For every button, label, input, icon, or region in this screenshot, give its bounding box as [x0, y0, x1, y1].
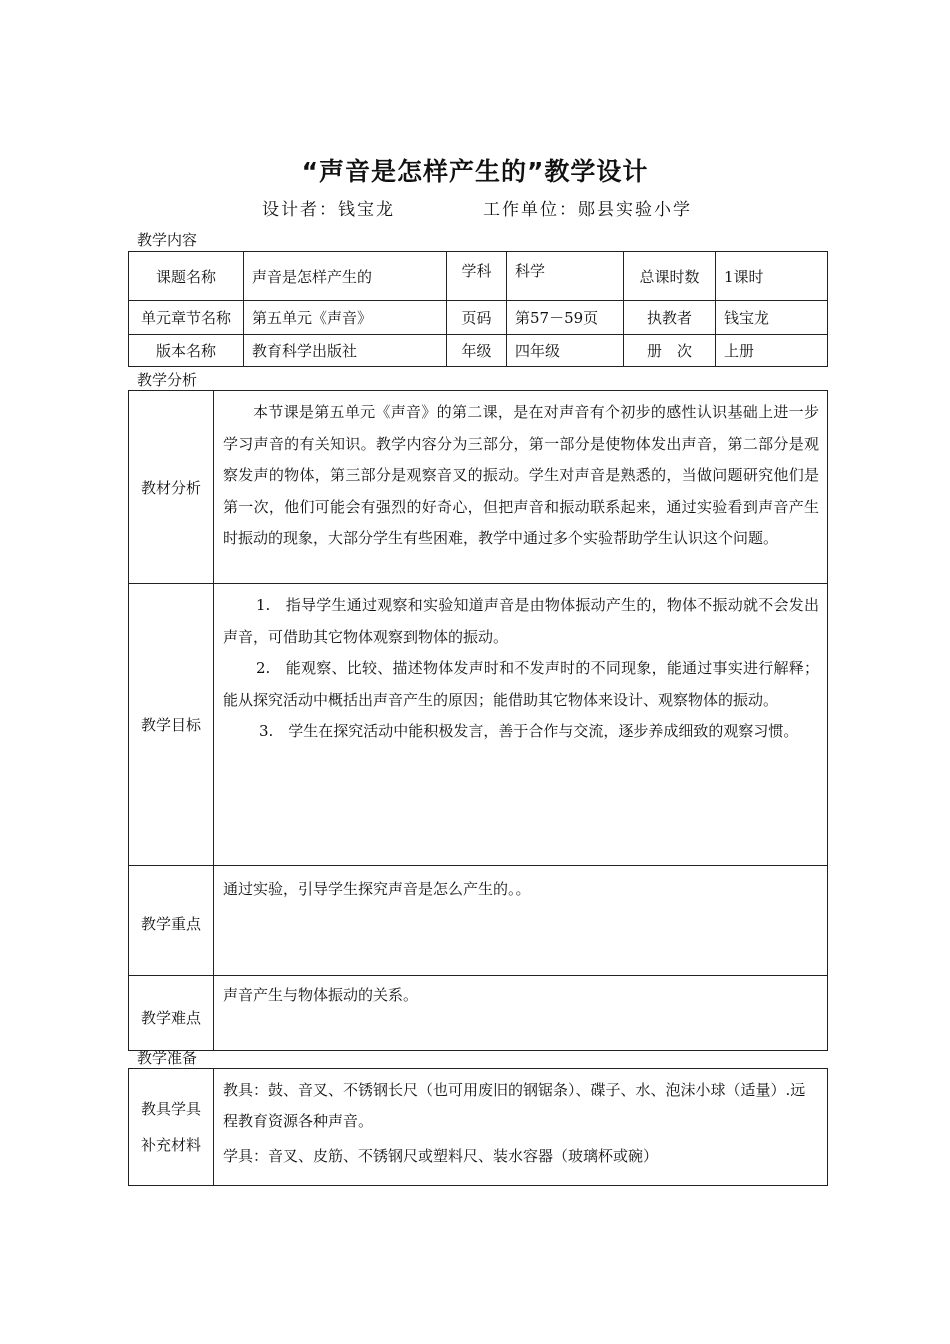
- table-cell: 册 次: [624, 335, 716, 367]
- table-cell: 单元章节名称: [129, 301, 244, 335]
- analysis-table: [128, 390, 828, 1051]
- difficulty-label: 教学难点: [129, 976, 214, 1051]
- table-cell: 学科: [447, 252, 507, 301]
- tools-label: [129, 1069, 214, 1186]
- section-label-preparation: 教学准备: [137, 1049, 198, 1067]
- table-cell: 四年级: [507, 335, 624, 367]
- key-point-text: 通过实验，引导学生探究声音是怎么产生的。。: [214, 866, 828, 976]
- table-row: [129, 252, 828, 301]
- content-table: [128, 251, 828, 367]
- table-cell: 声音是怎样产生的: [244, 252, 447, 301]
- designer-line: 设计者：钱宝龙: [262, 200, 395, 220]
- goals-text-cell: [214, 584, 828, 866]
- table-row: [129, 301, 828, 335]
- table-cell: 第57－59页: [507, 301, 624, 335]
- table-cell: 钱宝龙: [716, 301, 828, 335]
- table-cell: 页码: [447, 301, 507, 335]
- section-label-content: 教学内容: [137, 231, 198, 249]
- goal-item: 3. 学生在探究活动中能积极发言，善于合作与交流，逐步养成细致的观察习惯。: [259, 722, 799, 740]
- material-label: 教材分析: [129, 391, 214, 584]
- tools-text-cell: [214, 1069, 828, 1186]
- goal-item: 2. 能观察、比较、描述物体发声时和不发声时的不同现象，能通过事实进行解释；能从探究活动中概括出声音产生的原因；能借助其它物体来设计、观察物体的振动。: [223, 659, 819, 709]
- student-tools-text: 学具：音叉、皮筋、不锈钢尺或塑料尺、装水容器（玻璃杯或碗）: [223, 1147, 659, 1165]
- teacher-tools-text: 教具：鼓、音叉、不锈钢长尺（也可用废旧的钢锯条）、碟子、水、泡沫小球（适量）.远程教育资源各种声音。: [223, 1081, 806, 1130]
- table-row-tools: [129, 1069, 828, 1186]
- difficulty-text: 声音产生与物体振动的关系。: [214, 976, 828, 1051]
- key-point-label: 教学重点: [129, 866, 214, 976]
- table-row-goals: [129, 584, 828, 866]
- table-cell: 第五单元《声音》: [244, 301, 447, 335]
- table-row-difficulty: [129, 976, 828, 1051]
- table-cell: 上册: [716, 335, 828, 367]
- goal-item: 1. 指导学生通过观察和实验知道声音是由物体振动产生的，物体不振动就不会发出声音，可借助其它物体观察到物体的振动。: [223, 596, 819, 646]
- table-row-material: [129, 391, 828, 584]
- table-cell: 总课时数: [624, 252, 716, 301]
- material-text-cell: [214, 391, 828, 584]
- preparation-table: [128, 1068, 828, 1186]
- table-row: [129, 335, 828, 367]
- workplace-line: 工作单位：郧县实验小学: [483, 200, 692, 220]
- table-cell: 教育科学出版社: [244, 335, 447, 367]
- tools-label-line: 教具学具: [140, 1100, 201, 1118]
- section-label-analysis: 教学分析: [137, 371, 198, 389]
- material-text: 本节课是第五单元《声音》的第二课，是在对声音有个初步的感性认识基础上进一步学习声音的有关知识。教学内容分为三部分，第一部分是使物体发出声音，第二部分是观察发声的物体，第三部分是观察音叉的振动。学生对声音是熟悉的，当做问题研究他们是第一次，他们可能会有强烈的好奇心，但把声音和振动联系起来，通过实验看到声音产生时振动的现象，大部分学生有些困难，教学中通过多个实验帮助学生认识这个问题。: [223, 403, 819, 547]
- table-row-key-point: [129, 866, 828, 976]
- table-cell: 1课时: [716, 252, 828, 301]
- table-cell: 课题名称: [129, 252, 244, 301]
- table-cell: 年级: [447, 335, 507, 367]
- tools-label-line: 补充材料: [140, 1136, 201, 1154]
- table-cell: 科学: [507, 252, 624, 301]
- goals-label: 教学目标: [129, 584, 214, 866]
- document-title: “声音是怎样产生的”教学设计: [301, 157, 649, 186]
- table-cell: 执教者: [624, 301, 716, 335]
- table-cell: 版本名称: [129, 335, 244, 367]
